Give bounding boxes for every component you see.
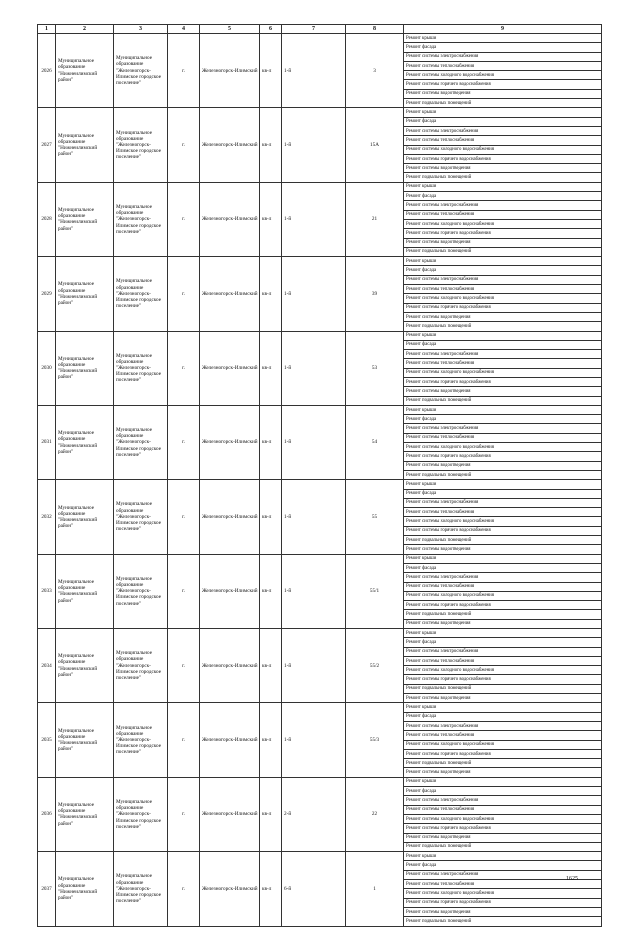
- repair-work-item: Ремонт системы холодного водоснабжения: [404, 71, 602, 80]
- quarter-type-cell: кв-л: [260, 405, 282, 479]
- repair-work-item: Ремонт подвальных помещений: [404, 173, 602, 182]
- repair-work-item: Ремонт системы холодного водоснабжения: [404, 443, 602, 452]
- repair-work-item: Ремонт системы электроснабжения: [404, 647, 602, 656]
- row-number: 2032: [38, 480, 56, 554]
- repair-work-item: Ремонт системы электроснабжения: [404, 52, 602, 61]
- repair-work-item: Ремонт крыши: [404, 629, 602, 638]
- house-number-cell: 21: [346, 182, 404, 256]
- quarter-type-cell: кв-л: [260, 703, 282, 777]
- table-row: [38, 34, 602, 43]
- city-cell: Железногорск-Илимский: [200, 629, 260, 703]
- header-row: [38, 25, 602, 34]
- district-cell: Муниципальное образование "Нижнеилимский район": [56, 629, 114, 703]
- district-cell: Муниципальное образование "Нижнеилимский район": [56, 182, 114, 256]
- locality-type-cell: г.: [168, 852, 200, 926]
- table-row: [38, 405, 602, 414]
- quarter-number-cell: 1-й: [282, 257, 346, 331]
- header-col-3: 3: [114, 25, 168, 34]
- repair-work-item: Ремонт подвальных помещений: [404, 684, 602, 693]
- settlement-cell: Муниципальное образование "Железногорск-Илимское городское поселение": [114, 182, 168, 256]
- page-number: 1625: [566, 876, 578, 882]
- row-number: 2034: [38, 629, 56, 703]
- district-cell: Муниципальное образование "Нижнеилимский район": [56, 554, 114, 628]
- city-cell: Железногорск-Илимский: [200, 257, 260, 331]
- locality-type-cell: г.: [168, 257, 200, 331]
- repair-work-item: Ремонт крыши: [404, 34, 602, 43]
- repair-work-item: Ремонт системы холодного водоснабжения: [404, 814, 602, 823]
- repair-work-item: Ремонт системы теплоснабжения: [404, 210, 602, 219]
- repair-work-item: Ремонт системы холодного водоснабжения: [404, 517, 602, 526]
- quarter-number-cell: 2-й: [282, 777, 346, 851]
- repair-work-item: Ремонт системы теплоснабжения: [404, 731, 602, 740]
- repair-work-item: Ремонт системы электроснабжения: [404, 275, 602, 284]
- header-col-4: 4: [168, 25, 200, 34]
- repair-work-item: Ремонт крыши: [404, 182, 602, 191]
- repair-work-item: Ремонт фасада: [404, 563, 602, 572]
- settlement-cell: Муниципальное образование "Железногорск-Илимское городское поселение": [114, 480, 168, 554]
- repair-work-item: Ремонт системы холодного водоснабжения: [404, 219, 602, 228]
- quarter-type-cell: кв-л: [260, 554, 282, 628]
- header-col-5: 5: [200, 25, 260, 34]
- quarter-number-cell: 1-й: [282, 405, 346, 479]
- header-col-8: 8: [346, 25, 404, 34]
- repair-work-item: Ремонт системы электроснабжения: [404, 870, 602, 879]
- repair-work-item: Ремонт системы электроснабжения: [404, 573, 602, 582]
- repair-work-item: Ремонт подвальных помещений: [404, 610, 602, 619]
- city-cell: Железногорск-Илимский: [200, 554, 260, 628]
- repair-work-item: Ремонт системы холодного водоснабжения: [404, 740, 602, 749]
- repair-work-item: Ремонт системы теплоснабжения: [404, 582, 602, 591]
- settlement-cell: Муниципальное образование "Железногорск-Илимское городское поселение": [114, 34, 168, 108]
- settlement-cell: Муниципальное образование "Железногорск-Илимское городское поселение": [114, 331, 168, 405]
- repair-work-item: Ремонт подвальных помещений: [404, 247, 602, 256]
- repair-work-item: Ремонт системы водоотведения: [404, 907, 602, 916]
- district-cell: Муниципальное образование "Нижнеилимский район": [56, 777, 114, 851]
- quarter-number-cell: 1-й: [282, 629, 346, 703]
- locality-type-cell: г.: [168, 703, 200, 777]
- district-cell: Муниципальное образование "Нижнеилимский район": [56, 34, 114, 108]
- repair-work-item: Ремонт системы теплоснабжения: [404, 880, 602, 889]
- quarter-number-cell: 1-й: [282, 108, 346, 182]
- table-body: [38, 34, 602, 927]
- repair-work-item: Ремонт крыши: [404, 554, 602, 563]
- locality-type-cell: г.: [168, 629, 200, 703]
- district-cell: Муниципальное образование "Нижнеилимский район": [56, 405, 114, 479]
- district-cell: Муниципальное образование "Нижнеилимский район": [56, 703, 114, 777]
- repair-work-item: Ремонт системы теплоснабжения: [404, 359, 602, 368]
- table-row: [38, 629, 602, 638]
- repair-work-item: Ремонт фасада: [404, 340, 602, 349]
- quarter-number-cell: 1-й: [282, 182, 346, 256]
- settlement-cell: Муниципальное образование "Железногорск-Илимское городское поселение": [114, 852, 168, 926]
- repair-work-item: Ремонт системы водоотведения: [404, 89, 602, 98]
- repair-work-item: Ремонт подвальных помещений: [404, 842, 602, 851]
- repair-work-item: Ремонт системы горячего водоснабжения: [404, 452, 602, 461]
- district-cell: Муниципальное образование "Нижнеилимский район": [56, 480, 114, 554]
- repair-work-item: Ремонт крыши: [404, 331, 602, 340]
- settlement-cell: Муниципальное образование "Железногорск-Илимское городское поселение": [114, 629, 168, 703]
- row-number: 2026: [38, 34, 56, 108]
- repair-work-item: Ремонт подвальных помещений: [404, 536, 602, 545]
- settlement-cell: Муниципальное образование "Железногорск-Илимское городское поселение": [114, 108, 168, 182]
- repair-work-item: Ремонт системы водоотведения: [404, 619, 602, 628]
- house-number-cell: 39: [346, 257, 404, 331]
- table-row: [38, 480, 602, 489]
- row-number: 2033: [38, 554, 56, 628]
- repair-work-item: Ремонт фасада: [404, 266, 602, 275]
- repair-work-item: Ремонт системы горячего водоснабжения: [404, 303, 602, 312]
- header-col-2: 2: [56, 25, 114, 34]
- repair-work-item: Ремонт системы электроснабжения: [404, 796, 602, 805]
- city-cell: Железногорск-Илимский: [200, 405, 260, 479]
- settlement-cell: Муниципальное образование "Железногорск-Илимское городское поселение": [114, 703, 168, 777]
- quarter-number-cell: 1-й: [282, 34, 346, 108]
- repair-work-item: Ремонт крыши: [404, 703, 602, 712]
- table-row: [38, 182, 602, 191]
- repair-work-item: Ремонт подвальных помещений: [404, 396, 602, 405]
- house-number-cell: 55: [346, 480, 404, 554]
- row-number: 2029: [38, 257, 56, 331]
- repair-work-item: Ремонт системы электроснабжения: [404, 126, 602, 135]
- quarter-type-cell: кв-л: [260, 852, 282, 926]
- capital-repair-table: [37, 24, 602, 927]
- quarter-number-cell: 1-й: [282, 480, 346, 554]
- header-col-1: 1: [38, 25, 56, 34]
- repair-work-item: Ремонт системы электроснабжения: [404, 721, 602, 730]
- repair-work-item: Ремонт системы холодного водоснабжения: [404, 368, 602, 377]
- repair-work-item: Ремонт системы теплоснабжения: [404, 433, 602, 442]
- house-number-cell: 15А: [346, 108, 404, 182]
- repair-work-item: Ремонт системы теплоснабжения: [404, 656, 602, 665]
- quarter-number-cell: 6-й: [282, 852, 346, 926]
- table-row: [38, 703, 602, 712]
- repair-work-item: Ремонт системы горячего водоснабжения: [404, 601, 602, 610]
- locality-type-cell: г.: [168, 108, 200, 182]
- repair-work-item: Ремонт фасада: [404, 117, 602, 126]
- header-col-7: 7: [282, 25, 346, 34]
- repair-work-item: Ремонт подвальных помещений: [404, 470, 602, 479]
- quarter-type-cell: кв-л: [260, 777, 282, 851]
- repair-work-item: Ремонт системы теплоснабжения: [404, 136, 602, 145]
- repair-work-item: Ремонт крыши: [404, 777, 602, 786]
- repair-work-item: Ремонт системы водоотведения: [404, 461, 602, 470]
- city-cell: Железногорск-Илимский: [200, 34, 260, 108]
- city-cell: Железногорск-Илимский: [200, 703, 260, 777]
- locality-type-cell: г.: [168, 331, 200, 405]
- repair-work-item: Ремонт системы горячего водоснабжения: [404, 749, 602, 758]
- repair-work-item: Ремонт системы теплоснабжения: [404, 285, 602, 294]
- repair-work-item: Ремонт системы холодного водоснабжения: [404, 591, 602, 600]
- settlement-cell: Муниципальное образование "Железногорск-Илимское городское поселение": [114, 777, 168, 851]
- repair-work-item: Ремонт фасада: [404, 638, 602, 647]
- repair-work-item: Ремонт фасада: [404, 43, 602, 52]
- repair-work-item: Ремонт системы водоотведения: [404, 164, 602, 173]
- repair-work-item: Ремонт системы холодного водоснабжения: [404, 294, 602, 303]
- district-cell: Муниципальное образование "Нижнеилимский район": [56, 108, 114, 182]
- quarter-type-cell: кв-л: [260, 257, 282, 331]
- repair-work-item: Ремонт системы водоотведения: [404, 387, 602, 396]
- locality-type-cell: г.: [168, 554, 200, 628]
- repair-work-item: Ремонт системы холодного водоснабжения: [404, 889, 602, 898]
- house-number-cell: 54: [346, 405, 404, 479]
- table-row: [38, 554, 602, 563]
- header-col-6: 6: [260, 25, 282, 34]
- settlement-cell: Муниципальное образование "Железногорск-Илимское городское поселение": [114, 405, 168, 479]
- repair-work-item: Ремонт системы горячего водоснабжения: [404, 154, 602, 163]
- district-cell: Муниципальное образование "Нижнеилимский район": [56, 331, 114, 405]
- district-cell: Муниципальное образование "Нижнеилимский район": [56, 257, 114, 331]
- quarter-number-cell: 1-й: [282, 703, 346, 777]
- repair-work-item: Ремонт подвальных помещений: [404, 322, 602, 331]
- repair-work-item: Ремонт фасада: [404, 712, 602, 721]
- repair-work-item: Ремонт подвальных помещений: [404, 759, 602, 768]
- row-number: 2027: [38, 108, 56, 182]
- repair-work-item: Ремонт крыши: [404, 480, 602, 489]
- table-row: [38, 852, 602, 861]
- repair-work-item: Ремонт крыши: [404, 108, 602, 117]
- repair-work-item: Ремонт фасада: [404, 861, 602, 870]
- repair-work-item: Ремонт системы холодного водоснабжения: [404, 666, 602, 675]
- city-cell: Железногорск-Илимский: [200, 852, 260, 926]
- repair-work-item: Ремонт подвальных помещений: [404, 917, 602, 926]
- repair-work-item: Ремонт системы горячего водоснабжения: [404, 526, 602, 535]
- repair-work-item: Ремонт системы электроснабжения: [404, 350, 602, 359]
- table-row: [38, 777, 602, 786]
- city-cell: Железногорск-Илимский: [200, 777, 260, 851]
- quarter-number-cell: 1-й: [282, 554, 346, 628]
- repair-work-item: Ремонт системы электроснабжения: [404, 424, 602, 433]
- row-number: 2036: [38, 777, 56, 851]
- repair-work-item: Ремонт системы холодного водоснабжения: [404, 145, 602, 154]
- repair-work-item: Ремонт системы горячего водоснабжения: [404, 377, 602, 386]
- house-number-cell: 53: [346, 331, 404, 405]
- repair-work-item: Ремонт крыши: [404, 405, 602, 414]
- repair-work-item: Ремонт фасада: [404, 415, 602, 424]
- repair-work-item: Ремонт крыши: [404, 257, 602, 266]
- city-cell: Железногорск-Илимский: [200, 331, 260, 405]
- repair-work-item: Ремонт системы водоотведения: [404, 833, 602, 842]
- settlement-cell: Муниципальное образование "Железногорск-Илимское городское поселение": [114, 257, 168, 331]
- repair-work-item: Ремонт системы горячего водоснабжения: [404, 229, 602, 238]
- locality-type-cell: г.: [168, 34, 200, 108]
- repair-work-item: Ремонт фасада: [404, 489, 602, 498]
- row-number: 2030: [38, 331, 56, 405]
- repair-work-item: Ремонт системы горячего водоснабжения: [404, 824, 602, 833]
- house-number-cell: 55/3: [346, 703, 404, 777]
- quarter-type-cell: кв-л: [260, 108, 282, 182]
- house-number-cell: 55/1: [346, 554, 404, 628]
- repair-work-item: Ремонт крыши: [404, 852, 602, 861]
- repair-work-item: Ремонт системы теплоснабжения: [404, 61, 602, 70]
- quarter-type-cell: кв-л: [260, 331, 282, 405]
- quarter-number-cell: 1-й: [282, 331, 346, 405]
- quarter-type-cell: кв-л: [260, 480, 282, 554]
- repair-work-item: Ремонт фасада: [404, 787, 602, 796]
- house-number-cell: 55/2: [346, 629, 404, 703]
- district-cell: Муниципальное образование "Нижнеилимский район": [56, 852, 114, 926]
- row-number: 2031: [38, 405, 56, 479]
- row-number: 2035: [38, 703, 56, 777]
- repair-work-item: Ремонт системы водоотведения: [404, 694, 602, 703]
- repair-work-item: Ремонт системы водоотведения: [404, 768, 602, 777]
- repair-work-item: Ремонт системы электроснабжения: [404, 498, 602, 507]
- city-cell: Железногорск-Илимский: [200, 108, 260, 182]
- table-row: [38, 257, 602, 266]
- house-number-cell: 1: [346, 852, 404, 926]
- repair-work-item: Ремонт системы горячего водоснабжения: [404, 898, 602, 907]
- city-cell: Железногорск-Илимский: [200, 480, 260, 554]
- quarter-type-cell: кв-л: [260, 34, 282, 108]
- repair-work-item: Ремонт фасада: [404, 192, 602, 201]
- repair-work-item: Ремонт системы горячего водоснабжения: [404, 80, 602, 89]
- repair-work-item: Ремонт системы электроснабжения: [404, 201, 602, 210]
- locality-type-cell: г.: [168, 480, 200, 554]
- repair-work-item: Ремонт подвальных помещений: [404, 99, 602, 108]
- quarter-type-cell: кв-л: [260, 182, 282, 256]
- table-row: [38, 108, 602, 117]
- repair-work-item: Ремонт системы горячего водоснабжения: [404, 675, 602, 684]
- city-cell: Железногорск-Илимский: [200, 182, 260, 256]
- locality-type-cell: г.: [168, 182, 200, 256]
- row-number: 2037: [38, 852, 56, 926]
- repair-work-item: Ремонт системы водоотведения: [404, 238, 602, 247]
- repair-work-item: Ремонт системы водоотведения: [404, 545, 602, 554]
- header-col-9: 9: [404, 25, 602, 34]
- locality-type-cell: г.: [168, 777, 200, 851]
- repair-work-item: Ремонт системы водоотведения: [404, 312, 602, 321]
- house-number-cell: 3: [346, 34, 404, 108]
- row-number: 2028: [38, 182, 56, 256]
- locality-type-cell: г.: [168, 405, 200, 479]
- settlement-cell: Муниципальное образование "Железногорск-Илимское городское поселение": [114, 554, 168, 628]
- repair-work-item: Ремонт системы теплоснабжения: [404, 508, 602, 517]
- repair-work-item: Ремонт системы теплоснабжения: [404, 805, 602, 814]
- table-row: [38, 331, 602, 340]
- house-number-cell: 22: [346, 777, 404, 851]
- quarter-type-cell: кв-л: [260, 629, 282, 703]
